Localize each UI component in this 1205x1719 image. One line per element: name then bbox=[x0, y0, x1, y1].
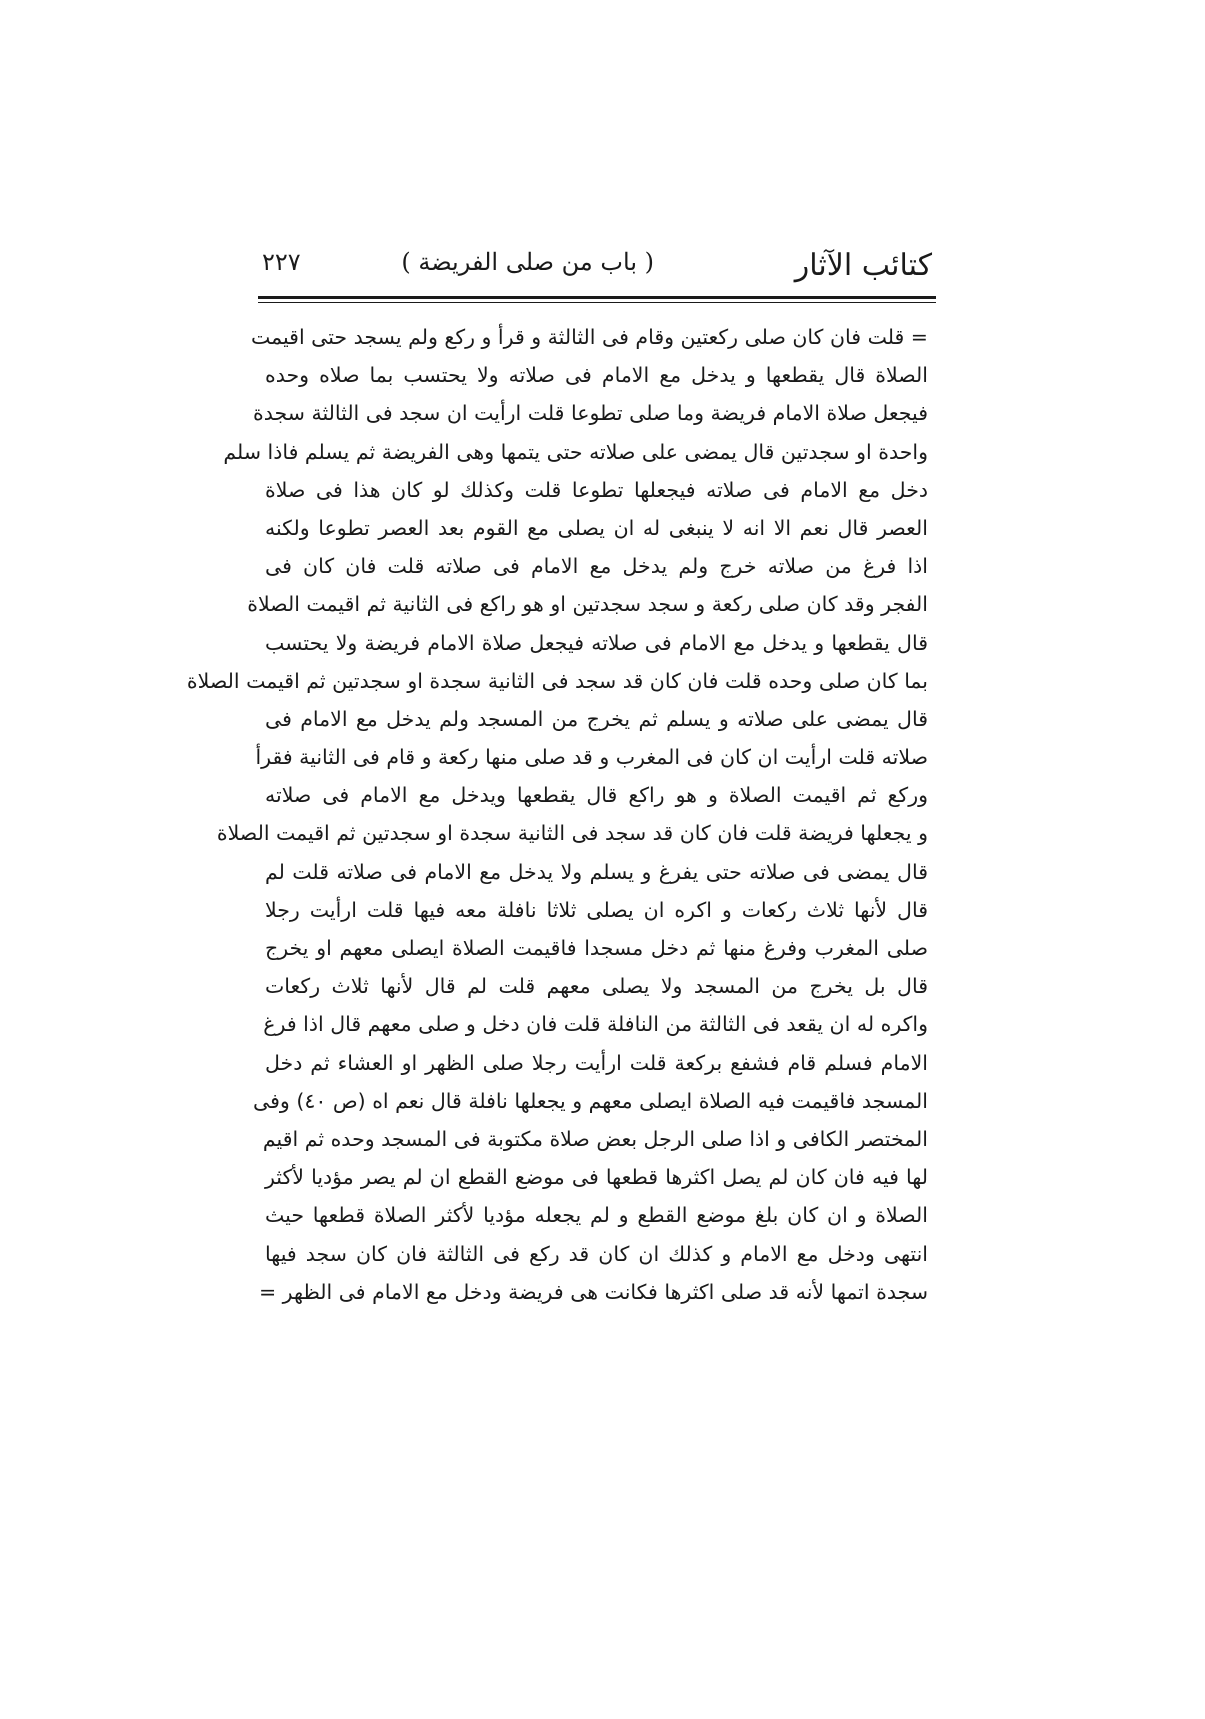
text-line: قال بل يخرج من المسجد ولا يصلى معهم قلت لم قال لأنها ثلاث ركعات bbox=[265, 974, 928, 999]
text-line: المسجد فاقيمت فيه الصلاة ايصلى معهم و يجعلها نافلة قال نعم اه (ص ٤٠) وفى bbox=[253, 1088, 928, 1113]
text-line: وركع ثم اقيمت الصلاة و هو راكع قال يقطعها ويدخل مع الامام فى صلاته bbox=[265, 783, 928, 808]
text-line: الصلاة و ان كان بلغ موضع القطع و لم يجعله مؤديا لأكثر الصلاة قطعها حيث bbox=[265, 1203, 928, 1228]
text-line: = قلت فان كان صلى ركعتين وقام فى الثالثة و قرأ و ركع ولم يسجد حتى اقيمت bbox=[250, 325, 928, 349]
text-line: لها فيه فان كان لم يصل اكثرها قطعها فى موضع القطع ان لم يصر مؤديا لأكثر bbox=[265, 1165, 928, 1190]
chapter-title: ( باب من صلى الفريضة ) bbox=[401, 248, 654, 276]
text-line: دخل مع الامام فى صلاته فيجعلها تطوعا قلت وكذلك لو كان هذا فى صلاة bbox=[265, 477, 928, 502]
text-line: و يجعلها فريضة قلت فان كان قد سجد فى الثانية سجدة او سجدتين ثم اقيمت الصلاة bbox=[216, 821, 928, 846]
book-title: كتائب الآثار bbox=[794, 248, 932, 283]
text-line: سجدة اتمها لأنه قد صلى اكثرها فكانت هى فريضة ودخل مع الامام فى الظهر = bbox=[258, 1279, 928, 1304]
text-line: قال يمضى فى صلاته حتى يفرغ و يسلم ولا يدخل مع الامام فى صلاته قلت لم bbox=[265, 859, 928, 884]
text-line: واحدة او سجدتين قال يمضى على صلاته حتى يتمها وهى الفريضة ثم يسلم فاذا سلم bbox=[223, 439, 928, 464]
text-line: اذا فرغ من صلاته خرج ولم يدخل مع الامام فى صلاته قلت فان كان فى bbox=[265, 554, 928, 579]
text-line: صلاته قلت ارأيت ان كان فى المغرب و قد صلى منها ركعة و قام فى الثانية فقرأ bbox=[255, 745, 928, 770]
header-rule-thin bbox=[258, 302, 936, 303]
text-line: صلى المغرب وفرغ منها ثم دخل مسجدا فاقيمت الصلاة ايصلى معهم او يخرج bbox=[265, 936, 928, 960]
body-text bbox=[186, 318, 928, 1311]
text-line: المختصر الكافى و اذا صلى الرجل بعض صلاة مكتوبة فى المسجد وحده ثم اقيم bbox=[262, 1126, 928, 1151]
text-line: قال لأنها ثلاث ركعات و اكره ان يصلى ثلاثا نافلة معه فيها قلت ارأيت رجلا bbox=[265, 897, 928, 922]
text-line: قال يقطعها و يدخل مع الامام فى صلاته فيجعل صلاة الامام فريضة ولا يحتسب bbox=[265, 630, 928, 655]
page-number: ٢٢٧ bbox=[262, 248, 301, 276]
page-header bbox=[262, 248, 932, 292]
text-line: الصلاة قال يقطعها و يدخل مع الامام فى صلاته ولا يحتسب بما صلاه وحده bbox=[265, 363, 928, 388]
text-line: بما كان صلى وحده قلت فان كان قد سجد فى الثانية سجدة او سجدتين ثم اقيمت الصلاة bbox=[186, 668, 928, 693]
text-line: انتهى ودخل مع الامام و كذلك ان كان قد ركع فى الثالثة فان كان سجد فيها bbox=[265, 1241, 928, 1266]
text-line: الفجر وقد كان صلى ركعة و سجد سجدتين او هو راكع فى الثانية ثم اقيمت الصلاة bbox=[247, 592, 928, 617]
text-line: فيجعل صلاة الامام فريضة وما صلى تطوعا قلت ارأيت ان سجد فى الثالثة سجدة bbox=[253, 401, 928, 426]
text-line: الامام فسلم قام فشفع بركعة قلت ارأيت رجلا صلى الظهر او العشاء ثم دخل bbox=[265, 1050, 928, 1075]
header-rule-thick bbox=[258, 296, 936, 299]
text-line: واكره له ان يقعد فى الثالثة من النافلة قلت فان دخل و صلى معهم قال اذا فرغ bbox=[263, 1012, 928, 1037]
text-line: قال يمضى على صلاته و يسلم ثم يخرج من المسجد ولم يدخل مع الامام فى bbox=[265, 706, 928, 731]
text-line: العصر قال نعم الا انه لا ينبغى له ان يصلى مع القوم بعد العصر تطوعا ولكنه bbox=[265, 515, 928, 540]
